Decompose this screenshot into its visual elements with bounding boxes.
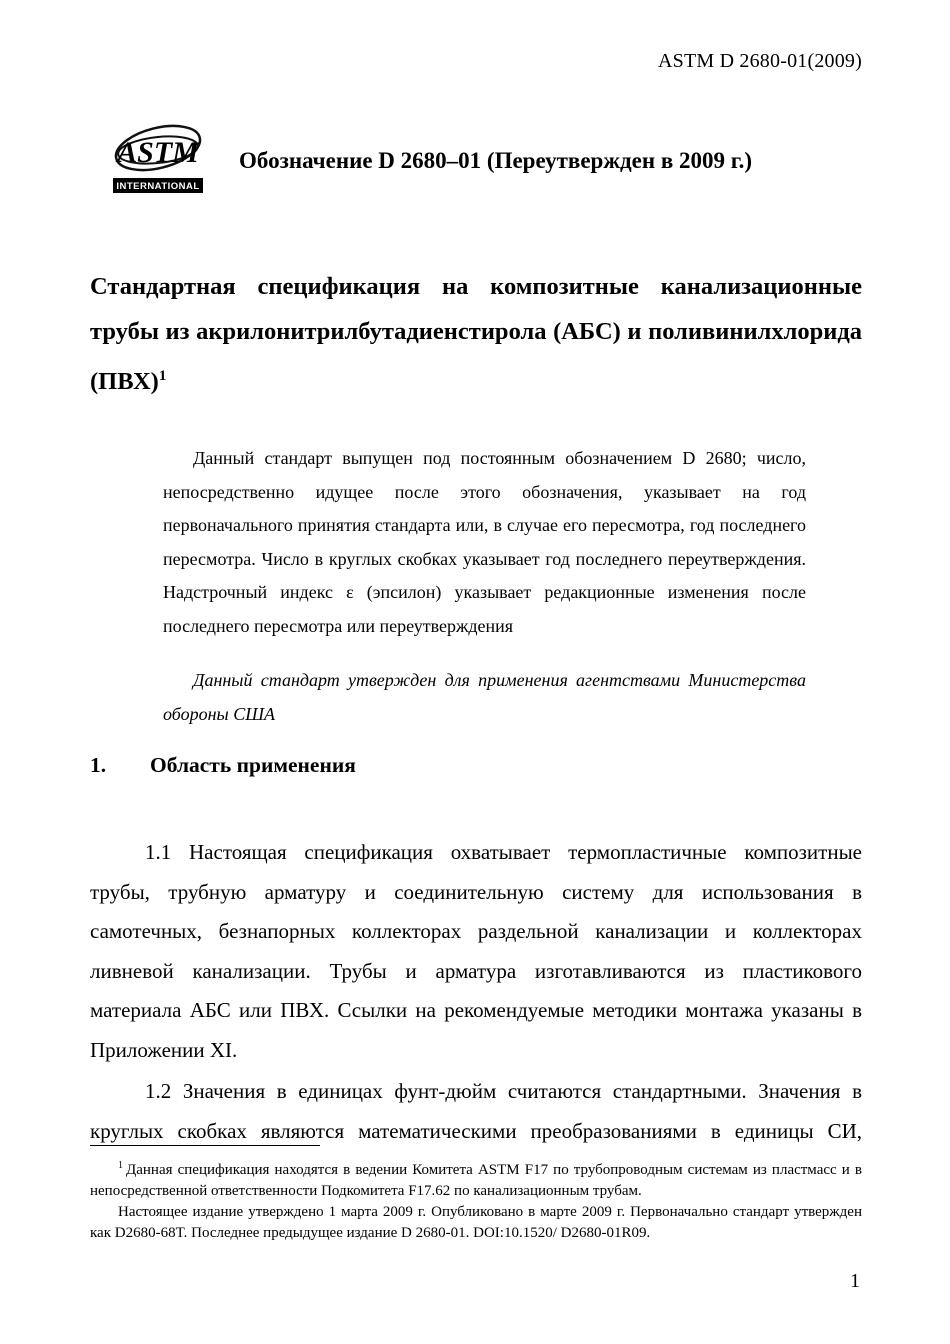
designation-row (113, 122, 752, 202)
designation-title: Обозначение D 2680–01 (Переутвержден в 2009 г.) (239, 148, 753, 173)
page-number: 1 (850, 1270, 860, 1292)
paragraph-1-1: 1.1 Настоящая спецификация охватывает термопластичные композитные трубы, трубную арматуру и соединительную систему для использования в самотечных, безнапорных коллекторах раздельной канализации и коллекторах ливневой канализации. Трубы и арматура изготавливаются из пластикового материала АБС или ПВХ. Ссылки на рекомендуемые методики монтажа указаны в Приложении XI. (90, 840, 862, 1062)
dod-approval-note: Данный стандарт утвержден для применения агентствами Министерства обороны США (163, 670, 806, 724)
section-title: Область применения (150, 753, 356, 777)
footnote-rule (90, 1145, 320, 1146)
footnote-1-text: Данная спецификация находятся в ведении Комитета ASTM F17 по трубопроводным системам из пластмасс и в непосредственной ответственности Подкомитета F17.62 по канализационным трубам. (90, 1162, 862, 1199)
section-number: 1. (90, 753, 107, 777)
section-1-heading (90, 753, 356, 778)
footnote-1 (90, 1155, 862, 1202)
footnote-2: Настоящее издание утверждено 1 марта 2009 г. Опубликовано в марте 2009 г. Первоначально стандарт утвержден как D2680-68T. Последнее предыдущее издание D 2680-01. DOI:10.1520/ D2680-01R09. (90, 1204, 862, 1241)
footnote-area (90, 1145, 862, 1244)
logo-international-text: INTERNATIONAL (116, 181, 200, 192)
logo-astm-text: ASTM (117, 136, 199, 169)
document-title (90, 264, 862, 404)
astm-logo-graphic (113, 122, 203, 197)
paragraph-1-2: 1.2 Значения в единицах фунт-дюйм считаются стандартными. Значения в круглых скобках являются математическими преобразованиями в единицы СИ, (90, 1079, 862, 1143)
footnote-marker: 1 (118, 1160, 123, 1171)
title-footnote-ref: 1 (158, 368, 167, 385)
astm-logo (113, 122, 203, 202)
document-title-text: Стандартная спецификация на композитные канализационные трубы из акрилонитрилбутадиенстирола (АБС) и поливинилхлорида (ПВХ) (90, 273, 862, 396)
running-header: ASTM D 2680-01(2009) (658, 50, 862, 72)
preamble-paragraph: Данный стандарт выпущен под постоянным обозначением D 2680; число, непосредственно идущее после этого обозначения, указывает на год первоначального принятия стандарта или, в случае его пересмотра, год последнего пересмотра. Число в круглых скобках указывает год последнего переутверждения. Надстрочный индекс ε (эпсилон) указывает редакционные изменения после последнего пересмотра или переутверждения (163, 448, 806, 636)
